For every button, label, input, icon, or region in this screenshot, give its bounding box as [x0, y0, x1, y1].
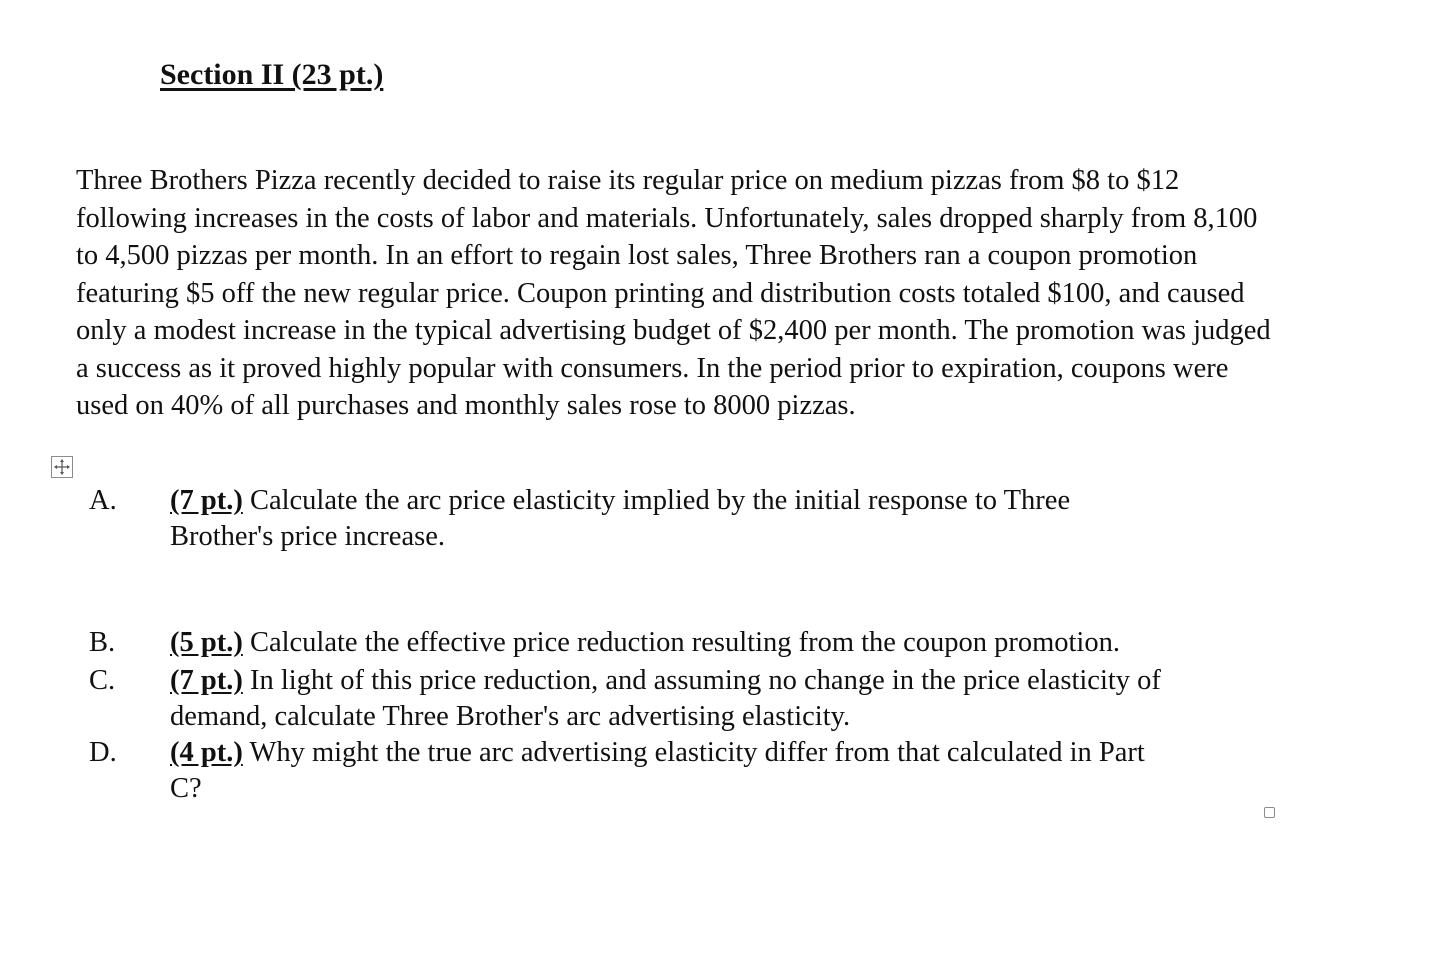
intro-line: to 4,500 pizzas per month. In an effort to regain lost sales, Three Brothers ran a coupon promotion — [76, 240, 1198, 271]
question-text — [170, 625, 1310, 661]
question-line: Brother's price increase. — [170, 521, 445, 552]
question-line: C? — [170, 773, 202, 804]
question-points: (7 pt.) — [170, 485, 243, 516]
move-icon[interactable] — [51, 456, 73, 478]
section-title: Section II (23 pt.) — [160, 58, 384, 91]
question-text — [170, 483, 1310, 555]
intro-line: following increases in the costs of labor and materials. Unfortunately, sales dropped sharply from 8,100 — [76, 202, 1258, 234]
question-first-line: In light of this price reduction, and assuming no change in the price elasticity of — [242, 665, 1161, 696]
intro-line: featuring $5 off the new regular price. Coupon printing and distribution costs totaled $100, and caused — [76, 277, 1245, 309]
question-first-line: Calculate the effective price reduction resulting from the coupon promotion. — [242, 627, 1120, 658]
intro-line: a success as it proved highly popular with consumers. In the period prior to expiration, coupons were — [76, 352, 1229, 384]
question-line: demand, calculate Three Brother's arc advertising elasticity. — [170, 701, 851, 732]
question-points: (7 pt.) — [170, 665, 243, 696]
question-letter: D. — [89, 737, 117, 768]
intro-line: used on 40% of all purchases and monthly sales rose to 8000 pizzas. — [76, 390, 856, 421]
question-letter: A. — [89, 485, 117, 516]
question-text — [170, 735, 1310, 807]
intro-line: Three Brothers Pizza recently decided to raise its regular price on medium pizzas from $8 to $12 — [76, 165, 1180, 196]
resize-handle-icon[interactable] — [1264, 807, 1275, 818]
question-first-line: Why might the true arc advertising elasticity differ from that calculated in Part — [242, 737, 1145, 768]
intro-line: only a modest increase in the typical advertising budget of $2,400 per month. The promotion was judged — [76, 315, 1271, 346]
intro-paragraph — [76, 162, 1366, 425]
question-letter: C. — [89, 665, 116, 696]
question-points: (4 pt.) — [170, 737, 243, 768]
question-first-line: Calculate the arc price elasticity implied by the initial response to Three — [242, 485, 1071, 516]
question-points: (5 pt.) — [170, 627, 243, 658]
question-text — [170, 663, 1310, 735]
question-letter: B. — [89, 627, 116, 658]
